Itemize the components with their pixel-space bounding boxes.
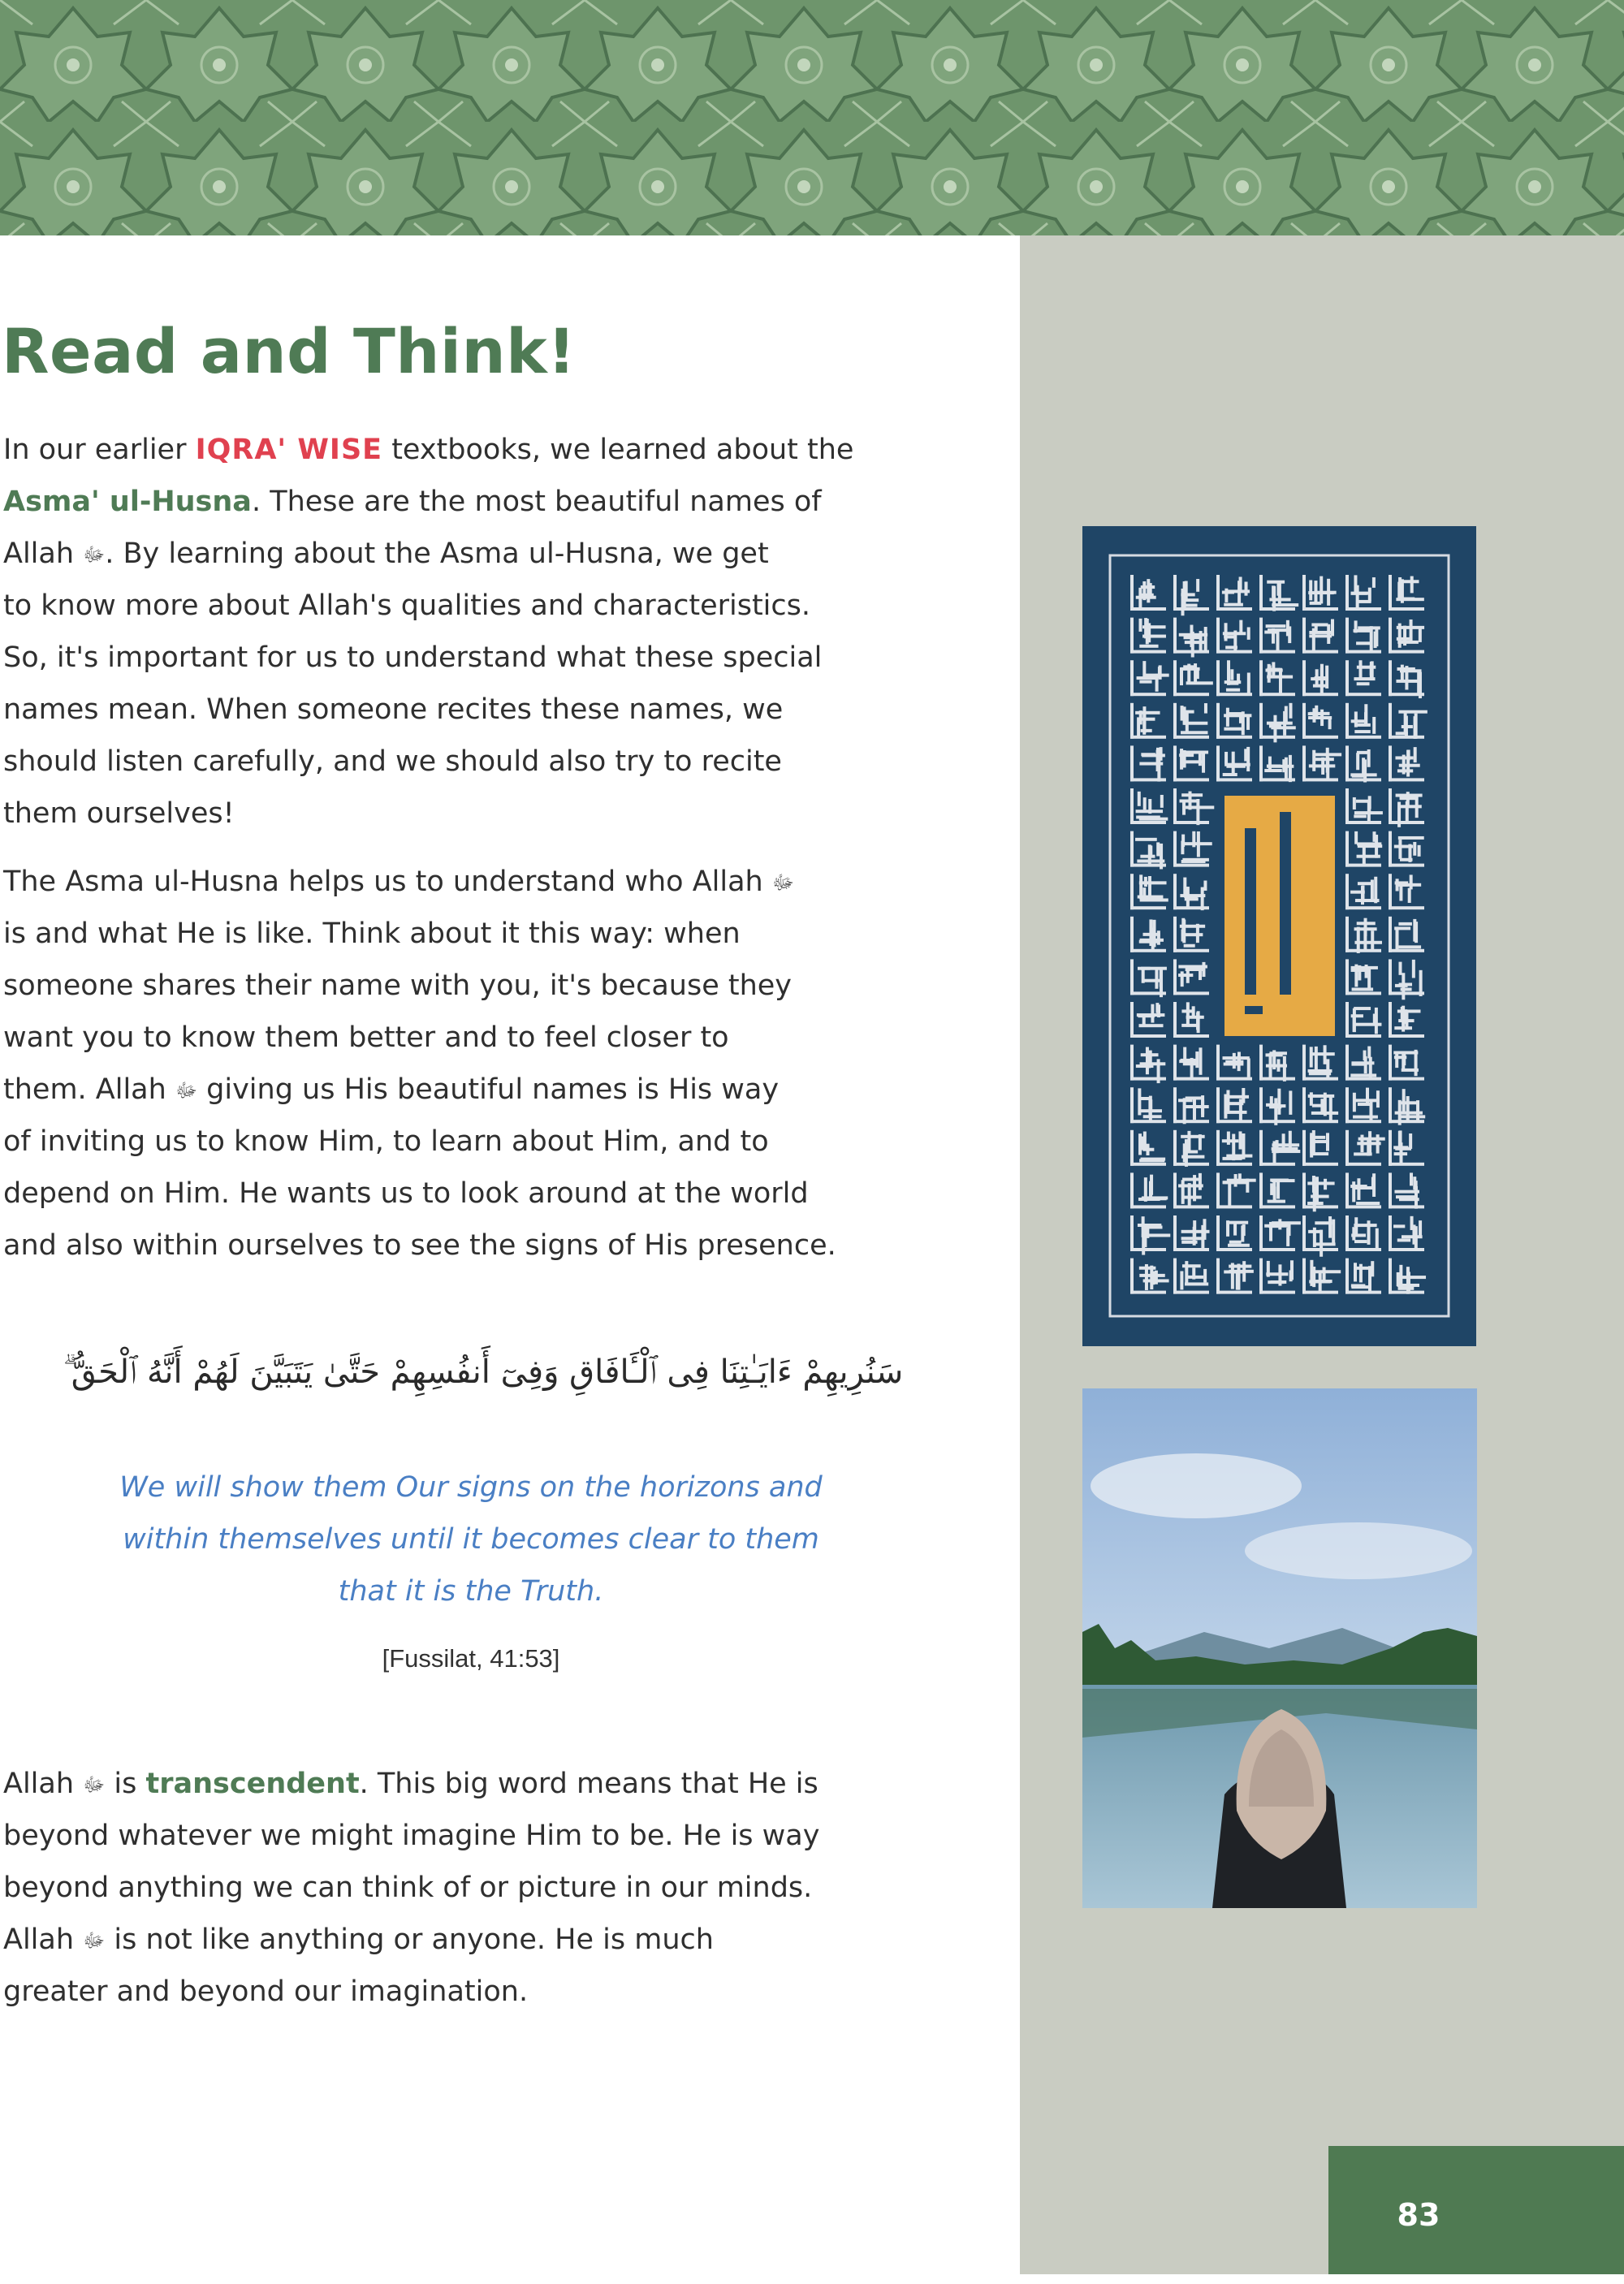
text-segment: should listen carefully, and we should also try to recite: [3, 745, 782, 778]
text-segment: names mean. When someone recites these names, we: [3, 693, 784, 726]
text-line: [3, 908, 1010, 960]
text-line: [3, 856, 1010, 908]
translation-line: within themselves until it becomes clear to them: [123, 1523, 819, 1556]
text-segment: giving us His beautiful names is His way: [197, 1073, 780, 1106]
text-line: [3, 528, 1010, 580]
text-line: [3, 1966, 1010, 2018]
paragraph-asma-ul-husna: [3, 856, 1010, 1272]
kufic-calligraphy-art: [1082, 526, 1476, 1346]
lake-landscape-illustration: [1082, 1388, 1477, 1908]
quran-verse-arabic: سَنُرِيهِمْ ءَايَـٰتِنَا فِى ٱلْـَٔافَاقِ وَفِىٓ أَنفُسِهِمْ حَتَّىٰ يَتَبَيَّنَ لَهُمْ أَنَّهُ ٱلْحَقُّ ۗ: [63, 1354, 904, 1391]
text-segment: So, it's important for us to understand what these special: [3, 641, 823, 674]
text-segment: depend on Him. He wants us to look around at the world: [3, 1177, 809, 1210]
translation-line: We will show them Our signs on the horizons and: [119, 1471, 823, 1504]
text-line: [3, 1810, 1010, 1862]
text-line: [3, 1758, 1010, 1810]
quran-verse-translation: [65, 1462, 877, 1617]
honorific-glyph: ﷻ: [83, 1929, 106, 1952]
text-segment: of inviting us to know Him, to learn about Him, and to: [3, 1125, 769, 1158]
text-segment: is and what He is like. Think about it this way: when: [3, 917, 741, 950]
page-number: 83: [1397, 2197, 1440, 2233]
text-line: [3, 476, 1010, 528]
emphasized-term: transcendent: [145, 1768, 360, 1800]
paragraph-transcendent: [3, 1758, 1010, 2018]
text-segment: beyond whatever we might imagine Him to be. He is way: [3, 1820, 820, 1852]
emphasized-term: IQRA' WISE: [195, 434, 383, 466]
text-line: [3, 1168, 1010, 1220]
section-heading: Read and Think!: [2, 315, 577, 387]
text-line: [3, 1064, 1010, 1116]
text-segment: In our earlier: [3, 434, 196, 466]
translation-line: that it is the Truth.: [338, 1575, 604, 1608]
text-segment: beyond anything we can think of or picture in our minds.: [3, 1872, 813, 1904]
text-segment: and also within ourselves to see the signs of His presence.: [3, 1229, 836, 1262]
verse-citation: [Fussilat, 41:53]: [382, 1644, 560, 1673]
text-segment: is: [105, 1768, 146, 1800]
paragraph-intro: [3, 424, 1010, 840]
kufic-calligraphy-image: [1082, 526, 1476, 1346]
text-segment: them ourselves!: [3, 797, 235, 830]
text-segment: want you to know them better and to feel closer to: [3, 1021, 729, 1054]
text-line: [3, 1914, 1010, 1966]
text-line: [3, 1220, 1010, 1272]
text-line: [3, 736, 1010, 788]
text-segment: . By learning about the Asma ul-Husna, we get: [105, 538, 769, 570]
geometric-pattern-illustration: [0, 0, 1624, 235]
text-segment: Allah: [3, 1768, 84, 1800]
text-line: [3, 788, 1010, 840]
honorific-glyph: ﷻ: [83, 1773, 106, 1796]
text-segment: greater and beyond our imagination.: [3, 1975, 529, 2008]
text-segment: to know more about Allah's qualities and characteristics.: [3, 589, 810, 622]
text-line: [3, 424, 1010, 476]
text-line: [3, 960, 1010, 1012]
text-segment: Allah: [3, 538, 84, 570]
text-segment: someone shares their name with you, it's because they: [3, 969, 793, 1002]
honorific-glyph: ﷻ: [771, 871, 794, 894]
emphasized-term: Asma' ul-Husna: [3, 486, 252, 518]
honorific-glyph: ﷻ: [83, 543, 106, 566]
text-line: [3, 632, 1010, 684]
text-line: [3, 1862, 1010, 1914]
text-line: [3, 1012, 1010, 1064]
honorific-glyph: ﷻ: [175, 1079, 198, 1102]
text-line: [3, 684, 1010, 736]
decorative-banner: [0, 0, 1624, 235]
text-line: [3, 580, 1010, 632]
text-segment: . This big word means that He is: [359, 1768, 818, 1800]
page-number-box: [1328, 2146, 1624, 2274]
text-segment: The Asma ul-Husna helps us to understand who Allah: [3, 866, 772, 898]
text-line: [3, 1116, 1010, 1168]
text-segment: . These are the most beautiful names of: [251, 486, 822, 518]
text-segment: Allah: [3, 1923, 84, 1956]
text-segment: is not like anything or anyone. He is much: [105, 1923, 714, 1956]
woman-by-lake-photo: [1082, 1388, 1477, 1908]
text-segment: textbooks, we learned about the: [382, 434, 854, 466]
text-segment: them. Allah: [3, 1073, 175, 1106]
